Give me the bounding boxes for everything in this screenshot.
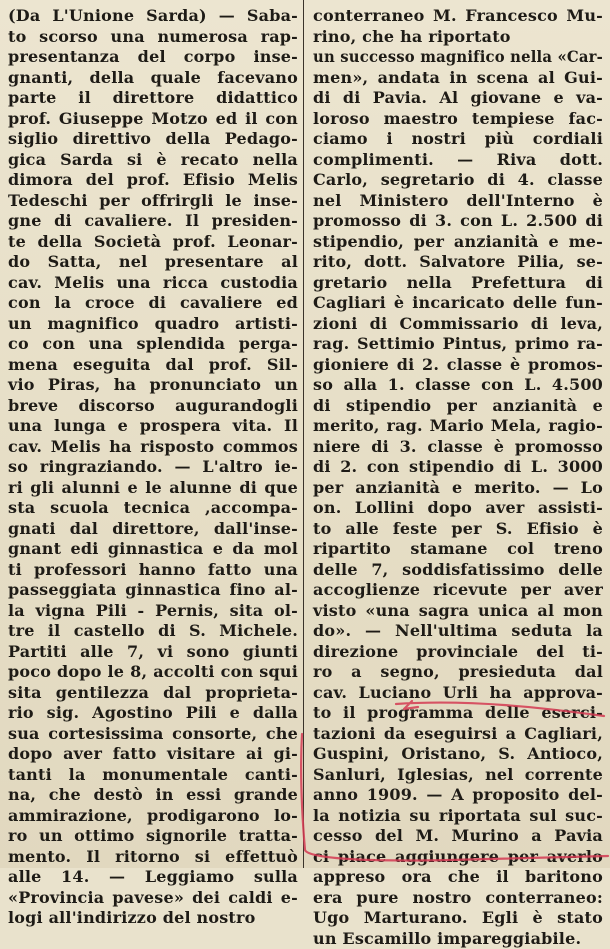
right-column-line: [313, 519, 603, 540]
line-text: dimora del prof. Efisio Melis: [8, 170, 298, 191]
right-column-line: [313, 396, 603, 417]
line-text: di stipendio per anzianità e: [313, 396, 603, 417]
right-column-line: [313, 437, 603, 458]
line-text: nel Ministero dell'Interno è: [313, 191, 603, 212]
line-text: promosso di 3. con L. 2.500 di: [313, 211, 603, 232]
line-text: Partiti alle 7, vi sono giunti: [8, 642, 298, 663]
line-text: alle 14. — Leggiamo sulla: [8, 867, 298, 888]
line-text: logi all'indirizzo del nostro: [8, 908, 256, 929]
left-column-line: [8, 88, 298, 109]
left-column-line: [8, 273, 298, 294]
line-text: ti professori hanno fatto una: [8, 560, 298, 581]
right-column-line: [313, 621, 603, 642]
right-column-line: [313, 375, 603, 396]
line-text: breve discorso augurandogli: [8, 396, 298, 417]
line-text: Carlo, segretario di 4. classe: [313, 170, 603, 191]
right-column-line: [313, 806, 603, 827]
left-column-line: [8, 580, 298, 601]
right-column-line: [313, 560, 603, 581]
left-column-line: [8, 867, 298, 888]
left-column-line: [8, 375, 298, 396]
line-text: siglio direttivo della Pedago-: [8, 129, 298, 150]
right-column-line: [313, 867, 603, 888]
line-text: sita gentilezza dal proprieta-: [8, 683, 298, 704]
left-column-line: [8, 232, 298, 253]
right-column-line: [313, 765, 603, 786]
right-column-line: [313, 785, 603, 806]
left-column-line: [8, 252, 298, 273]
left-column-line: [8, 6, 298, 27]
left-column-line: [8, 642, 298, 663]
right-column-line: [313, 191, 603, 212]
left-column-line: [8, 129, 298, 150]
line-text: complimenti. — Riva dott.: [313, 150, 603, 171]
line-text: la vigna Pili - Pernis, sita ol-: [8, 601, 298, 622]
line-text: gica Sarda si è recato nella: [8, 150, 298, 171]
right-column-line: [313, 47, 603, 68]
line-text: cav. Melis ha risposto commos: [8, 437, 298, 458]
left-column-line: [8, 539, 298, 560]
left-column-line: [8, 683, 298, 704]
line-text: do Satta, nel presentare al: [8, 252, 298, 273]
line-text: so ringraziando. — L'altro ie-: [8, 457, 298, 478]
right-column-line: [313, 232, 603, 253]
line-text: una lunga e prospera vita. Il: [8, 416, 298, 437]
left-column-line: [8, 765, 298, 786]
line-text: era pure nostro conterraneo:: [313, 888, 603, 909]
line-text: tanti la monumentale canti-: [8, 765, 298, 786]
line-text: rag. Settimio Pintus, primo ra-: [313, 334, 603, 355]
left-column-line: [8, 601, 298, 622]
line-text: ri gli alunni e le alunne di que: [8, 478, 298, 499]
left-column-line: [8, 826, 298, 847]
right-column-line: [313, 109, 603, 130]
line-text: cav. Melis una ricca custodia: [8, 273, 298, 294]
line-text: vio Piras, ha pronunciato un: [8, 375, 298, 396]
left-column-line: [8, 785, 298, 806]
right-column-line: [313, 478, 603, 499]
line-text: tazioni da eseguirsi a Cagliari,: [313, 724, 603, 745]
line-text: Tedeschi per offrirgli le inse-: [8, 191, 298, 212]
right-column-line: [313, 929, 603, 949]
right-column: [313, 6, 603, 949]
left-column-line: [8, 744, 298, 765]
line-text: te della Società prof. Leonar-: [8, 232, 298, 253]
line-text: ro un ottimo signorile tratta-: [8, 826, 298, 847]
left-column-line: [8, 334, 298, 355]
line-text: tre il castello di S. Michele.: [8, 621, 298, 642]
right-column-line: [313, 211, 603, 232]
line-text: gnati dal direttore, dall'inse-: [8, 519, 298, 540]
line-text: di 2. con stipendio di L. 3000: [313, 457, 603, 478]
left-column-line: [8, 662, 298, 683]
left-column-line: [8, 908, 298, 929]
line-text: mena eseguita dal prof. Sil-: [8, 355, 298, 376]
right-column-line: [313, 355, 603, 376]
line-text: rio sig. Agostino Pili e dalla: [8, 703, 298, 724]
right-column-line: [313, 129, 603, 150]
right-column-line: [313, 6, 603, 27]
line-text: cesso del M. Murino a Pavia: [313, 826, 603, 847]
line-text: rino, che ha riportato: [313, 27, 511, 48]
right-column-line: [313, 601, 603, 622]
column-divider: [303, 0, 304, 868]
left-column-line: [8, 498, 298, 519]
line-text: (Da L'Unione Sarda) — Saba-: [8, 6, 298, 27]
line-text: direzione provinciale del ti-: [313, 642, 603, 663]
left-column-line: [8, 47, 298, 68]
left-column-line: [8, 27, 298, 48]
left-column-line: [8, 724, 298, 745]
right-column-line: [313, 27, 603, 48]
right-column-line: [313, 662, 603, 683]
line-text: to scorso una numerosa rap-: [8, 27, 298, 48]
line-text: «Provincia pavese» dei caldi e-: [8, 888, 298, 909]
left-column-line: [8, 621, 298, 642]
line-text: conterraneo M. Francesco Mu-: [313, 6, 603, 27]
right-column-line: [313, 416, 603, 437]
left-column-line: [8, 150, 298, 171]
right-column-line: [313, 683, 603, 704]
line-text: sua cortesissima consorte, che: [8, 724, 298, 745]
right-column-line: [313, 170, 603, 191]
line-text: do». — Nell'ultima seduta la: [313, 621, 603, 642]
line-text: Guspini, Oristano, S. Antioco,: [313, 744, 603, 765]
left-column-line: [8, 478, 298, 499]
left-column-line: [8, 109, 298, 130]
left-column-line: [8, 191, 298, 212]
right-column-line: [313, 826, 603, 847]
line-text: delle 7, soddisfatissimo delle: [313, 560, 603, 581]
line-text: accoglienze ricevute per aver: [313, 580, 603, 601]
line-text: so alla 1. classe con L. 4.500: [313, 375, 603, 396]
right-column-line: [313, 642, 603, 663]
line-text: men», andata in scena al Gui-: [313, 68, 603, 89]
left-column-line: [8, 560, 298, 581]
line-text: dopo aver fatto visitare ai gi-: [8, 744, 298, 765]
line-text: gne di cavaliere. Il presiden-: [8, 211, 298, 232]
left-column-line: [8, 519, 298, 540]
left-column-line: [8, 437, 298, 458]
left-column-line: [8, 68, 298, 89]
left-column-line: [8, 396, 298, 417]
right-column-line: [313, 539, 603, 560]
right-column-line: [313, 150, 603, 171]
line-text: di di Pavia. Al giovane e va-: [313, 88, 603, 109]
right-column-line: [313, 68, 603, 89]
line-text: ciamo i nostri più cordiali: [313, 129, 603, 150]
line-text: un magnifico quadro artisti-: [8, 314, 298, 335]
left-column-line: [8, 457, 298, 478]
left-column-line: [8, 416, 298, 437]
right-column-line: [313, 580, 603, 601]
right-column-line: [313, 847, 603, 868]
line-text: gnant edi ginnastica e da mol: [8, 539, 298, 560]
right-column-line: [313, 314, 603, 335]
right-column-line: [313, 744, 603, 765]
right-column-line: [313, 273, 603, 294]
line-text: to il programma delle eserci-: [313, 703, 603, 724]
line-text: to alle feste per S. Efisio è: [313, 519, 603, 540]
line-text: loroso maestro tempiese fac-: [313, 109, 603, 130]
right-column-line: [313, 334, 603, 355]
line-text: presentanza del corpo inse-: [8, 47, 298, 68]
line-text: la notizia su riportata sul suc-: [313, 806, 603, 827]
line-text: un Escamillo impareggiabile.: [313, 929, 581, 949]
line-text: appreso ora che il baritono: [313, 867, 603, 888]
left-column-line: [8, 293, 298, 314]
line-text: parte il direttore didattico: [8, 88, 298, 109]
right-column-line: [313, 908, 603, 929]
left-column-line: [8, 847, 298, 868]
line-text: merito, rag. Mario Mela, ragio-: [313, 416, 603, 437]
right-column-line: [313, 293, 603, 314]
right-column-line: [313, 252, 603, 273]
line-text: Sanluri, Iglesias, nel corrente: [313, 765, 603, 786]
line-text: gioniere di 2. classe è promos-: [313, 355, 603, 376]
line-text: anno 1909. — A proposito del-: [313, 785, 603, 806]
right-column-line: [313, 498, 603, 519]
left-column-line: [8, 806, 298, 827]
right-column-line: [313, 724, 603, 745]
line-text: stipendio, per anzianità e me-: [313, 232, 603, 253]
line-text: on. Lollini dopo aver assisti-: [313, 498, 603, 519]
left-column-line: [8, 211, 298, 232]
left-column-line: [8, 314, 298, 335]
line-text: zioni di Commissario di leva,: [313, 314, 603, 335]
line-text: gnanti, della quale facevano: [8, 68, 298, 89]
line-text: co con una splendida perga-: [8, 334, 298, 355]
right-column-line: [313, 88, 603, 109]
line-text: per anzianità e merito. — Lo: [313, 478, 603, 499]
line-text: mento. Il ritorno si effettuò: [8, 847, 298, 868]
left-column-line: [8, 355, 298, 376]
line-text: visto «una sagra unica al mon: [313, 601, 603, 622]
left-column-line: [8, 888, 298, 909]
line-text: Cagliari è incaricato delle fun-: [313, 293, 603, 314]
line-text: ro a segno, presieduta dal: [313, 662, 603, 683]
line-text: prof. Giuseppe Motzo ed il con: [8, 109, 298, 130]
line-text: niere di 3. classe è promosso: [313, 437, 603, 458]
line-text: ripartito stamane col treno: [313, 539, 603, 560]
right-column-line: [313, 703, 603, 724]
line-text: poco dopo le 8, accolti con squi: [8, 662, 298, 683]
line-text: con la croce di cavaliere ed: [8, 293, 298, 314]
line-text: passeggiata ginnastica fino al-: [8, 580, 298, 601]
line-text: cav. Luciano Urli ha approva-: [313, 683, 603, 704]
line-text: un successo magnifico nella «Car-: [313, 47, 603, 68]
line-text: rito, dott. Salvatore Pilia, se-: [313, 252, 603, 273]
line-text: na, che destò in essi grande: [8, 785, 298, 806]
line-text: gretario nella Prefettura di: [313, 273, 603, 294]
line-text: ci piace aggiungere per averlo: [313, 847, 603, 868]
left-column-line: [8, 703, 298, 724]
left-column: [8, 6, 298, 929]
right-column-line: [313, 888, 603, 909]
line-text: sta scuola tecnica ,accompa-: [8, 498, 298, 519]
right-column-line: [313, 457, 603, 478]
line-text: ammirazione, prodigarono lo-: [8, 806, 298, 827]
left-column-line: [8, 170, 298, 191]
line-text: Ugo Marturano. Egli è stato: [313, 908, 603, 929]
